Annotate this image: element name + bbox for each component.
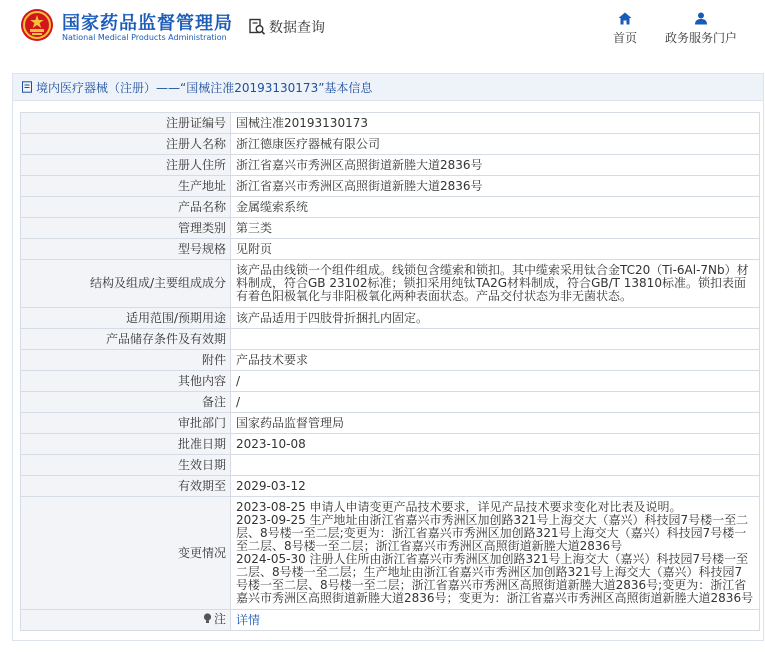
nav-service-portal-label: 政务服务门户 xyxy=(664,31,737,45)
row-value: 该产品适用于四肢骨折捆扎内固定。 xyxy=(231,308,760,329)
row-label: 产品名称 xyxy=(21,197,231,218)
table-row xyxy=(21,239,760,260)
row-label: 注册人住所 xyxy=(21,155,231,176)
row-label: 审批部门 xyxy=(21,413,231,434)
home-icon xyxy=(618,12,632,25)
table-row xyxy=(21,350,760,371)
change-history: 2023-08-25 申请人申请变更产品技术要求，详见产品技术要求变化对比表及说明。 2023-09-25 生产地址由浙江省嘉兴市秀洲区加创路321号上海交大（嘉兴）科技园7号楼一至二层、8号楼一至二层;变更为：浙江省嘉兴市秀洲区加创路321号上海交大（嘉兴）科技园7号楼一至二层、8号楼一至二层；浙江省嘉兴市秀洲区高照街道新塍大道2836号 2024-05-30 注册人住所由浙江省嘉兴市秀洲区加创路321号上海交大（嘉兴）科技园7号楼一至二层、8号楼一至二层；生产地址由浙江省嘉兴市秀洲区加创路321号上海交大（嘉兴）科技园7号楼一至二层、8号楼一至二层；浙江省嘉兴市秀洲区高照街道新塍大道2836号;变更为：浙江省嘉兴市秀洲区高照街道新塍大道2836号；变更为：浙江省嘉兴市秀洲区高照街道新塍大道2836号 xyxy=(231,497,760,610)
row-value xyxy=(231,329,760,350)
data-query-label: 数据查询 xyxy=(269,20,325,36)
row-label: 适用范围/预期用途 xyxy=(21,308,231,329)
table-row xyxy=(21,260,760,308)
table-row xyxy=(21,610,760,631)
table-row xyxy=(21,308,760,329)
site-header xyxy=(0,0,765,66)
table-row xyxy=(21,218,760,239)
row-label: 有效期至 xyxy=(21,476,231,497)
row-label: 管理类别 xyxy=(21,218,231,239)
table-row xyxy=(21,476,760,497)
row-value: 产品技术要求 xyxy=(231,350,760,371)
row-value xyxy=(231,610,760,631)
row-label: 变更情况 xyxy=(21,497,231,610)
row-value: 浙江省嘉兴市秀洲区高照街道新塍大道2836号 xyxy=(231,155,760,176)
row-label: 其他内容 xyxy=(21,371,231,392)
table-row xyxy=(21,413,760,434)
row-label xyxy=(21,610,231,631)
table-row xyxy=(21,113,760,134)
row-value: 见附页 xyxy=(231,239,760,260)
row-value: 国家药品监督管理局 xyxy=(231,413,760,434)
row-label: 产品储存条件及有效期 xyxy=(21,329,231,350)
table-row xyxy=(21,329,760,350)
row-value: 2029-03-12 xyxy=(231,476,760,497)
site-logo-subtitle: National Medical Products Administration xyxy=(62,33,227,42)
row-label: 注册人名称 xyxy=(21,134,231,155)
table-row xyxy=(21,155,760,176)
bulb-icon xyxy=(203,613,212,627)
row-value: 国械注准20193130173 xyxy=(231,113,760,134)
row-value: / xyxy=(231,371,760,392)
table-row xyxy=(21,497,760,610)
table-row xyxy=(21,197,760,218)
table-row xyxy=(21,455,760,476)
row-value: 金属缆索系统 xyxy=(231,197,760,218)
note-label: 注 xyxy=(213,612,226,626)
row-label: 备注 xyxy=(21,392,231,413)
user-icon xyxy=(694,12,708,25)
table-row xyxy=(21,392,760,413)
row-value: 浙江省嘉兴市秀洲区高照街道新塍大道2836号 xyxy=(231,176,760,197)
detail-panel xyxy=(12,73,764,641)
table-row xyxy=(21,134,760,155)
data-query-link[interactable] xyxy=(248,17,325,37)
nav-service-portal[interactable] xyxy=(662,12,740,46)
row-value: / xyxy=(231,392,760,413)
nav-home[interactable] xyxy=(611,12,639,46)
row-label: 批准日期 xyxy=(21,434,231,455)
row-value xyxy=(231,455,760,476)
site-logo-title[interactable]: 国家药品监督管理局 xyxy=(62,13,233,34)
row-value: 该产品由线锁一个组件组成。线锁包含缆索和锁扣。其中缆索采用钛合金TC20（Ti-6Al-7Nb）材料制成，符合GB 23102标准；锁扣采用纯钛TA2G材料制成，符合GB/T 13810标准。锁扣表面有着色阳极氧化与非阳极氧化两种表面状态。产品交付状态为非无菌状态。 xyxy=(231,260,760,308)
row-value: 浙江德康医疗器械有限公司 xyxy=(231,134,760,155)
table-row xyxy=(21,434,760,455)
document-icon xyxy=(21,81,33,93)
row-label: 生产地址 xyxy=(21,176,231,197)
panel-title: 境内医疗器械（注册）——“国械注准20193130173”基本信息 xyxy=(36,80,373,95)
row-value: 第三类 xyxy=(231,218,760,239)
details-link[interactable]: 详情 xyxy=(236,612,261,627)
table-row xyxy=(21,371,760,392)
panel-title-bar xyxy=(13,74,763,101)
registration-info-table xyxy=(20,112,760,631)
row-label: 型号规格 xyxy=(21,239,231,260)
national-emblem-icon xyxy=(20,8,54,42)
table-row xyxy=(21,176,760,197)
nav-home-label: 首页 xyxy=(612,31,637,45)
row-label: 生效日期 xyxy=(21,455,231,476)
row-value: 2023-10-08 xyxy=(231,434,760,455)
search-document-icon xyxy=(248,18,266,36)
row-label: 结构及组成/主要组成成分 xyxy=(21,260,231,308)
row-label: 注册证编号 xyxy=(21,113,231,134)
row-label: 附件 xyxy=(21,350,231,371)
